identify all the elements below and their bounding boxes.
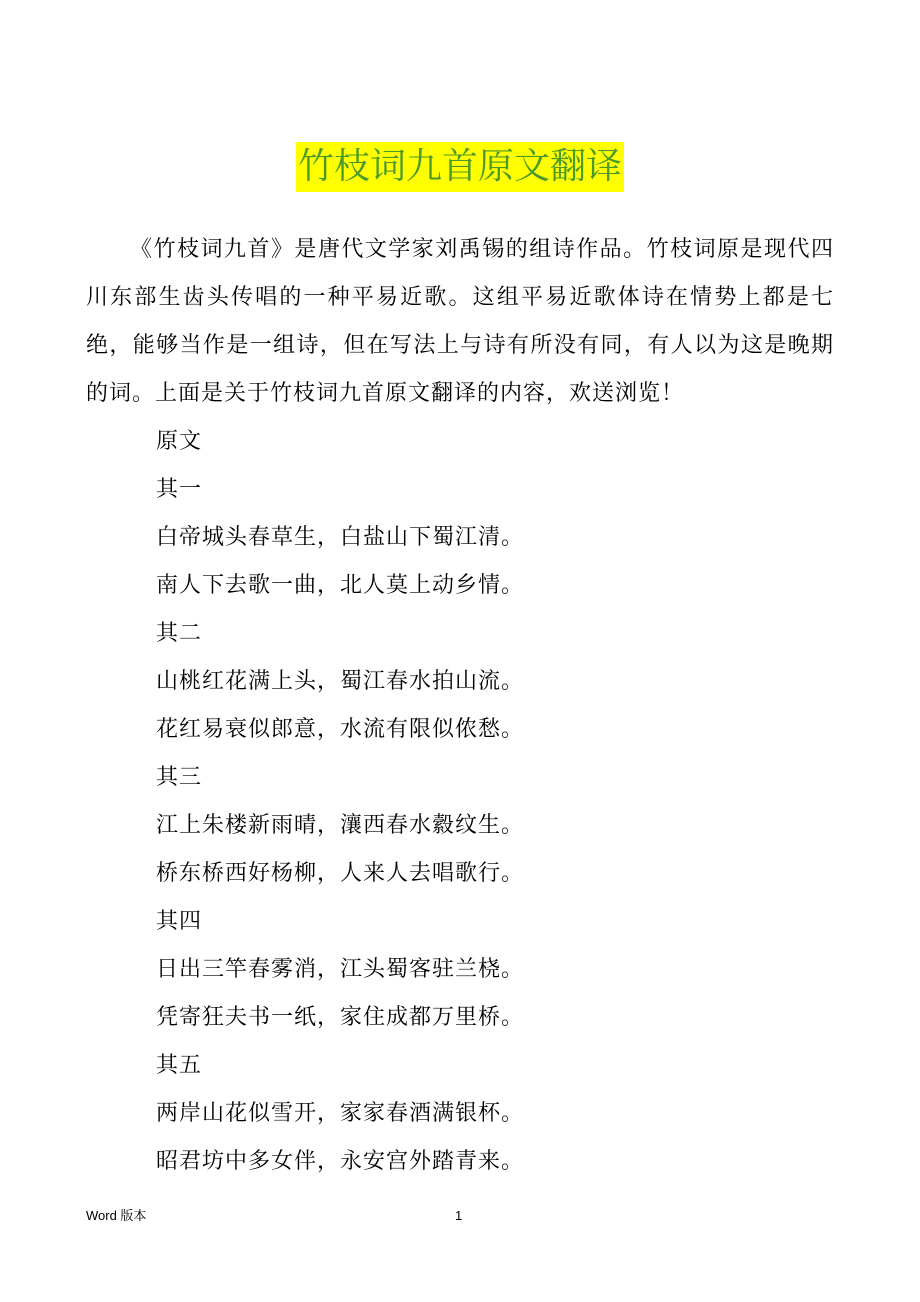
poem-line: 白帝城头春草生，白盐山下蜀江清。: [156, 525, 525, 550]
intro-paragraph: 《竹枝词九首》是唐代文学家刘禹锡的组诗作品。竹枝词原是现代四川东部生齿头传唱的一种平易近歌。这组平易近歌体诗在情势上都是七绝，能够当作是一组诗，但在写法上与诗有所没有同，有人以为这是晚期的词。上面是关于竹枝词九首原文翻译的内容，欢送浏览！: [86, 237, 834, 406]
poem-line: 桥东桥西好杨柳，人来人去唱歌行。: [156, 861, 525, 886]
poem-line: 花红易衰似郎意，水流有限似侬愁。: [156, 717, 525, 742]
poem-line: 江上朱楼新雨晴，瀼西春水縠纹生。: [156, 813, 525, 838]
poem-heading-2: 其二: [156, 621, 203, 646]
document-title: 竹枝词九首原文翻译: [296, 142, 624, 192]
section-heading-original: 原文: [156, 429, 203, 454]
poem-line: 山桃红花满上头，蜀江春水拍山流。: [156, 669, 525, 694]
poem-heading-1: 其一: [156, 477, 203, 502]
poem-line: 南人下去歌一曲，北人莫上动乡情。: [156, 573, 525, 598]
poem-heading-3: 其三: [156, 765, 203, 790]
document-body: [86, 226, 834, 1186]
page-number: 1: [455, 1208, 463, 1223]
poem-heading-4: 其四: [156, 909, 203, 934]
footer-label: Word 版本: [86, 1208, 147, 1223]
poem-line: 昭君坊中多女伴，永安宫外踏青来。: [156, 1149, 525, 1174]
poem-line: 凭寄狂夫书一纸，家住成都万里桥。: [156, 1005, 525, 1030]
poem-line: 日出三竿春雾消，江头蜀客驻兰桡。: [156, 957, 525, 982]
poem-line: 两岸山花似雪开，家家春酒满银杯。: [156, 1101, 525, 1126]
title-container: [0, 142, 920, 192]
poem-heading-5: 其五: [156, 1053, 203, 1078]
